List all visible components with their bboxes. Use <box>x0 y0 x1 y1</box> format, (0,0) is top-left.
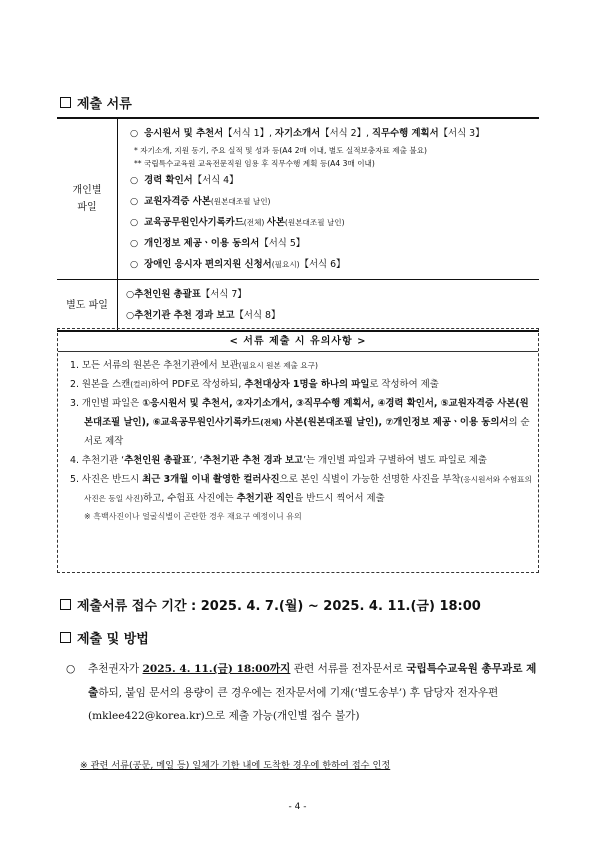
note-item: 2. 원본을 스캔(컬러)하여 PDF로 작성하되, 추천대상자 1명을 하나의 파일로 작성하여 제출 <box>70 379 439 390</box>
list-item: ○추천기관 추천 경과 보고【서식 8】 <box>126 310 281 321</box>
category-cell-personal: 개인별 파일 <box>57 118 118 280</box>
warning-note: ※ 흑백사진이나 얼굴식별이 곤란한 경우 재요구 예정이니 유의 <box>84 512 302 521</box>
section-title: 제출 서류 <box>77 97 132 112</box>
list-item: ○추천인원 총괄표【서식 7】 <box>126 289 247 300</box>
section-title: 제출 및 방법 <box>77 632 149 647</box>
notes-box <box>57 328 539 573</box>
page-number: - 4 - <box>288 802 307 812</box>
documents-table <box>57 117 539 332</box>
list-item: ○ 개인정보 제공ㆍ이용 동의서【서식 5】 <box>130 238 306 249</box>
note-item: 4. 추천기관 ‘추천인원 총괄표’, ‘추천기관 추천 경과 보고’는 개인별 파일과 구별하여 별도 파일로 제출 <box>70 455 487 466</box>
table-row-separate <box>57 280 539 332</box>
category-cell-separate: 별도 파일 <box>57 280 118 332</box>
bullet-circle-icon: ○ <box>66 663 76 675</box>
sub-note: ** 국립특수교육원 교육전문직원 임용 후 직무수행 계획 등(A4 3매 이내) <box>134 159 375 168</box>
list-item: ○ 경력 확인서【서식 4】 <box>130 175 239 186</box>
note-item: 1. 모든 서류의 원본은 추천기관에서 보관(필요시 원본 제출 요구) <box>70 360 318 371</box>
section-heading-documents <box>60 93 132 112</box>
section-heading-period <box>60 595 481 614</box>
section-heading-method <box>60 628 149 647</box>
section-title: 제출서류 접수 기간 : 2025. 4. 7.(월) ~ 2025. 4. 11.(금) 18:00 <box>77 599 481 614</box>
footnote: ※ 관련 서류(공문, 메일 등) 일체가 기한 내에 도착한 경우에 한하여 접수 인정 <box>80 760 391 771</box>
checkbox-square-icon <box>60 632 71 643</box>
method-paragraph: ○ 추천권자가 2025. 4. 11.(금) 18:00까지 관련 서류를 전자문서로 국립특수교육원 총무과로 제출하되, 붙임 문서의 용량이 큰 경우에는 전자문서에 기재(‘별도송부’) 후 담당자 전자우편(mklee422@korea.kr)으로 제출 가능(개인별 접수 불가) <box>66 658 546 729</box>
note-item: 3. 개인별 파일은 ①응시원서 및 추천서, ②자기소개서, ③직무수행 계획서, ④경력 확인서, ⑤교원자격증 사본(원본대조필 날인), ⑥교육공무원인사기록카드(전체) 사본(원본대조필 날인), ⑦개인정보 제공ㆍ이용 동의서의 순서로 제작 <box>70 398 530 447</box>
checkbox-square-icon <box>60 599 71 610</box>
note-item: 5. 사진은 반드시 최근 3개월 이내 촬영한 컬러사진으로 본인 식별이 가능한 선명한 사진을 부착(응시원서와 수험표의 사진은 동일 사진)하고, 수험표 사진에는 추천기관 직인을 반드시 찍어서 제출 <box>70 474 532 504</box>
list-item: ○ 교원자격증 사본(원본대조필 날인) <box>130 196 271 207</box>
list-item: ○ 응시원서 및 추천서【서식 1】, 자기소개서【서식 2】, 직무수행 계획서【서식 3】 <box>130 128 485 139</box>
table-row-personal <box>57 118 539 280</box>
personal-items <box>118 118 540 280</box>
list-item: ○ 장애인 응시자 편의지원 신청서(필요시)【서식 6】 <box>130 259 346 270</box>
checkbox-square-icon <box>60 97 71 108</box>
list-item: ○ 교육공무원인사기록카드(전체) 사본(원본대조필 날인) <box>130 217 345 228</box>
sub-note: * 자기소개, 지원 동기, 주요 실적 및 성과 등(A4 2매 이내, 별도 실적보충자료 제출 불요) <box>134 146 428 155</box>
notes-title: < 서류 제출 시 유의사항 > <box>229 336 367 347</box>
separate-items <box>118 280 540 332</box>
